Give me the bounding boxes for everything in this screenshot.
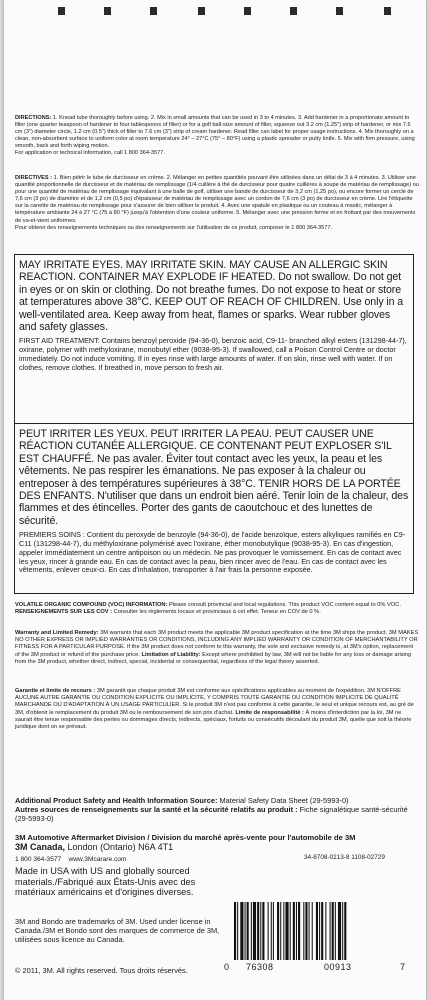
warning-french-main: PEUT IRRITER LES YEUX. PEUT IRRITER LA PEAU. PEUT CAUSER UNE RÉACTION CUTANÉE ALLERGIQUE. CE CONTENANT PEUT EXPLOSER S'IL EST CHAUFFÉ. Ne pas avaler. Éviter tout contact avec les yeux, la peau et les vêtements. Ne pas respirer les émanations. Ne pas exposer à la chaleur ou entreposer à des températures supérieures à 38°C. TENIR HORS DE LA PORTÉE DES ENFANTS. N'utiliser que dans un endroit bien aéré. Tenir loin de la chaleur, des flammes et des étincelles. Porter des gants de caoutchouc et des lunettes de sécurité.: [19, 428, 409, 527]
voc-fr-text: Consulter les règlements locaux et provinciaux à cet effet. Teneur en COV de 0 %.: [113, 609, 321, 616]
garantie-heading: Garantie et limite de recours :: [15, 688, 96, 694]
barcode-bar: [268, 902, 269, 960]
barcode-bar: [280, 902, 281, 960]
hang-hole: [244, 7, 251, 15]
barcode-bar: [321, 902, 323, 960]
liability-text: Except where prohibited by law, 3M will not be liable for any loss or damage arising from the 3M product, whether direct, indirect, special, incidental or consequential, regardless of the legal theory asserted.: [15, 651, 412, 665]
barcode-bar: [237, 902, 238, 960]
additional-en-heading: Additional Product Safety and Health Information Source:: [15, 796, 218, 805]
barcode-bar: [335, 902, 336, 960]
company-division: 3M Automotive Aftermarket Division / Division du marché après-vente pour l'automobile de 3M: [15, 833, 356, 842]
voc-en-text: Please consult provincial and local regulations. This product VOC content equal to 0% VOC.: [169, 602, 401, 608]
package-back-card: [4, 0, 426, 1000]
voc-section: [15, 602, 419, 616]
barcode-bar: [316, 902, 318, 960]
barcode-bar: [247, 902, 249, 960]
barcode-bar: [240, 902, 243, 960]
barcode-left-digit: 0: [224, 962, 230, 972]
voc-fr-heading: RENSEIGNEMENTS SUR LES COV :: [15, 609, 113, 616]
directives-contact: Pour obtenir des renseignements techniques ou des renseignements sur l'utilisation de ce produit, composer le 1 800 364-3577.: [15, 224, 332, 231]
barcode-bar: [251, 902, 252, 960]
garantie-text: 3M garantit que chaque produit 3M est conforme aux spécifications applicables au moment de l'expédition. 3M N'OFFRE AUCUNE AUTRE GARANTIE OU CONDITION EXPLICITE OU IMPLICITE, Y COMPRIS TOUTE GARANTIE OU CONDITION IMPLICITE DE QUALITÉ MARCHANDE OU D'ADAPTATION À UN USAGE PARTICULIER. Si le produit 3M n'est pas conforme à cette garantie, le seul et unique recours est, au gré de 3M, d'obtenir le remplacement du produit 3M ou le remboursement de son prix d'achat.: [15, 688, 414, 716]
company-address-line: [15, 842, 419, 853]
voc-en-heading: VOLATILE ORGANIC COMPOUND (VOC) INFORMATION:: [15, 602, 168, 608]
barcode-bar: [325, 902, 326, 960]
first-aid-english: FIRST AID TREATMENT: Contains benzoyl peroxide (94-36-0), benzoic acid, C9-11- branched alkyl esters (131298-44-7), oxirane, polymer with methyloxirane, monobutyl ether (9038-95-3). If swallowed, call a Poison Control Centre or doctor immediately. Do not induce vomiting. If in eyes rinse with large amounts of water. If on skin, rinse well with water. If on clothes, remove clothes. If breathed in, move person to fresh air.: [19, 336, 407, 372]
barcode-bar: [332, 902, 334, 960]
directions-french: [15, 175, 419, 232]
barcode-bar: [290, 902, 291, 960]
warning-english: [19, 259, 409, 373]
company-contact: [15, 856, 126, 864]
responsabilite-text: À moins d'interdiction par la loi, 3M ne saurait être tenue responsable des pertes ou dommages directs, indirects, spéciaux, fortuits ou consécutifs découlant du produit 3M, quelle que soit la théorie juridique dont on se prévaut.: [15, 709, 412, 731]
additional-en-text: Material Safety Data Sheet (29-5993-0): [219, 796, 349, 805]
barcode-bar: [262, 902, 264, 960]
hang-hole: [104, 7, 111, 15]
company-phone: 1 800 364-3577: [15, 856, 62, 863]
directions-english: [15, 115, 419, 158]
additional-fr-text: Fiche signalétique santé-sécurité (29-5993-0): [15, 805, 408, 823]
barcode-bar: [342, 902, 343, 960]
directions-text: 1. Knead tube thoroughly before using. 2. Mix in small amounts that can be used in 3 to 4 minutes. 3. Add hardener in a proportionate amount to filler (one quarter teaspoon of hardener to four tablespoons of filler) or for a golf ball-size amount of filler, squeeze out 3.2 cm (1.25") strip of hardener, or mix 7.6 cm (3") diameter circle, 1.2 cm (0.5") thick of filler to 7.6 cm (3") strip of cream hardener. Read filler can label for proper usage instructions. 4. Mix thoroughly on a clean, non-absorbent surface to uniform color at room temperature 24° – 27°C (75° – 80°F) using a plastic spreader or putty knife. 5. Mix with firm pressure, using smooth, back and forth wiping motion.: [15, 115, 415, 150]
barcode-right-digit: 7: [400, 962, 406, 972]
barcode-group-2: 00913: [324, 962, 352, 972]
warranty-french: [15, 688, 419, 731]
barcode-bar: [271, 902, 272, 960]
barcode-bar: [309, 902, 310, 960]
barcode-bar: [305, 902, 307, 960]
product-codes: 34-8708-0213-8 1108-02729: [304, 854, 385, 861]
barcode-bar: [257, 902, 259, 960]
hang-hole: [384, 7, 391, 15]
barcode-bar: [296, 902, 297, 960]
company-address: London (Ontario) N6A 4T1: [67, 842, 174, 852]
warning-box: [14, 254, 414, 594]
barcode-bar: [319, 902, 320, 960]
copyright-statement: © 2011, 3M. All rights reserved. Tous droits réservés.: [15, 966, 188, 975]
barcode-bar: [298, 902, 300, 960]
warning-french: [19, 428, 409, 575]
warning-divider: [15, 423, 413, 424]
barcode-bar: [344, 902, 346, 960]
warranty-heading: Warranty and Limited Remedy:: [15, 630, 99, 636]
additional-fr-heading: Autres sources de renseignements sur la santé et la sécurité relatifs au produit :: [15, 805, 298, 814]
barcode-bar: [253, 902, 256, 960]
warranty-english: [15, 630, 419, 666]
first-aid-french: PREMIERS SOINS : Contient du peroxyde de benzoyle (94-36-0), de l'acide benzoïque, esters alkyliques ramifiés en C9-C11 (131298-44-7), du méthyloxirane polymérisé avec l'oxirane, éther monobutylique (9038-95-3). En cas d'ingestion, appeler immédiatement un centre antipoison ou un médecin. Ne pas provoquer le vomissement. En cas de contact avec les yeux, rincer à grande eau. En cas de contact avec la peau, bien rincer avec de l'eau. En cas de contact avec les vêtements, enlever ceux-ci. En cas d'inhalation, transporter à l'air frais la personne exposée.: [19, 530, 406, 575]
additional-info: [15, 796, 419, 823]
hang-hole: [150, 7, 157, 15]
company-website: www.3Mcarare.com: [68, 856, 127, 863]
liability-heading: Limitation of Liability:: [141, 651, 201, 658]
trademark-statement: 3M and Bondo are trademarks of 3M. Used under license in Canada./3M et Bondo sont des marques de commerce de 3M, utilisées sous licence au Canada.: [15, 917, 220, 944]
barcode-bar: [283, 902, 284, 960]
barcode-bar: [245, 902, 246, 960]
hang-hole: [336, 7, 343, 15]
company-name: 3M Canada,: [15, 842, 66, 852]
barcode-bar: [277, 902, 279, 960]
directives-text: 1. Bien pétrir le tube de durcisseur en crème. 2. Mélanger en petites quantités pouvant être utilisées dans un délai de 3 à 4 minutes. 3. Utiliser une quantité proportionnelle de durcisseur et de matériau de remplissage (1/4 cuillère à thé de durcisseur pour quatre cuillères à soupe de matériau de remplissage) ou pour une quantité de matériau de remplissage équivalant à une balle de golf, utiliser une bande de durcisseur de 3,2 cm (1,25 po), ou encore former un cercle de 7,6 cm (3 po) de diamètre et de 1,2 cm (0,5 po) d'épaisseur de matériau de remplissage avec un cordon de 7,6 cm (3 po) de durcisseur en crème. Lire l'étiquette sur la canette de matériau de remplissage pour s'assurer de bien utiliser le produit. 4. Avec une spatule en plastique ou un couteau à mastic, mélanger à température ambiante 24 à 27 °C (75 à 80 °F) jusqu'à l'obtention d'une couleur uniforme. 5. Mélanger avec une pression ferme et en frottant par des mouvements de va-et-vient uniformes.: [15, 175, 419, 224]
barcode-group-1: 76308: [246, 962, 274, 972]
directions-contact: For application or technical information, call 1 800 364-3577.: [15, 150, 165, 157]
warning-english-main: MAY IRRITATE EYES. MAY IRRITATE SKIN. MAY CAUSE AN ALLERGIC SKIN REACTION. CONTAINER MAY EXPLODE IF HEATED. Do not swallow. Do not get in eyes or on skin or clothing. Do not breathe fumes. Do not expose to heat or store at temperatures above 38°C. KEEP OUT OF REACH OF CHILDREN. Use only in a well-ventilated area. Keep away from heat, flames or sparks. Wear rubber gloves and safety glasses.: [19, 259, 404, 334]
company-info: [15, 833, 419, 853]
barcode-bar: [293, 902, 295, 960]
barcode-bars: [224, 902, 409, 962]
barcode-bar: [338, 902, 341, 960]
directions-heading: DIRECTIONS:: [15, 115, 52, 121]
barcode-bar: [303, 902, 304, 960]
responsabilite-heading: Limite de responsabilité :: [235, 709, 304, 716]
warranty-text: 3M warrants that each 3M product meets the applicable 3M product specification at the time 3M ships the product. 3M MAKES NO OTHER EXPRESS OR IMPLIED WARRANTIES OR CONDITIONS, INCLUDING ANY IMPLIED WARRANTY OR CONDITION OF MERCHANTABILITY OR FITNESS FOR A PARTICULAR PURPOSE. If the 3M product does not conform to this warranty, the sole and exclusive remedy is, at 3M's option, replacement of the 3M product or refund of the purchase price.: [15, 630, 419, 658]
origin-statement: Made in USA with US and globally sourced materials./Fabriqué aux États-Unis avec des matériaux américains et d'origines diverses.: [15, 866, 196, 898]
barcode-bar: [330, 902, 331, 960]
barcode-bar: [273, 902, 274, 960]
hang-hole: [198, 7, 205, 15]
directives-heading: DIRECTIVES :: [15, 175, 52, 181]
barcode-bar: [234, 902, 236, 960]
hang-hole: [290, 7, 297, 15]
hang-hole: [58, 7, 65, 15]
barcode-bar: [260, 902, 261, 960]
barcode-bar: [285, 902, 288, 960]
hang-strip: [4, 0, 426, 110]
barcode: [224, 902, 409, 972]
barcode-bar: [312, 902, 313, 960]
